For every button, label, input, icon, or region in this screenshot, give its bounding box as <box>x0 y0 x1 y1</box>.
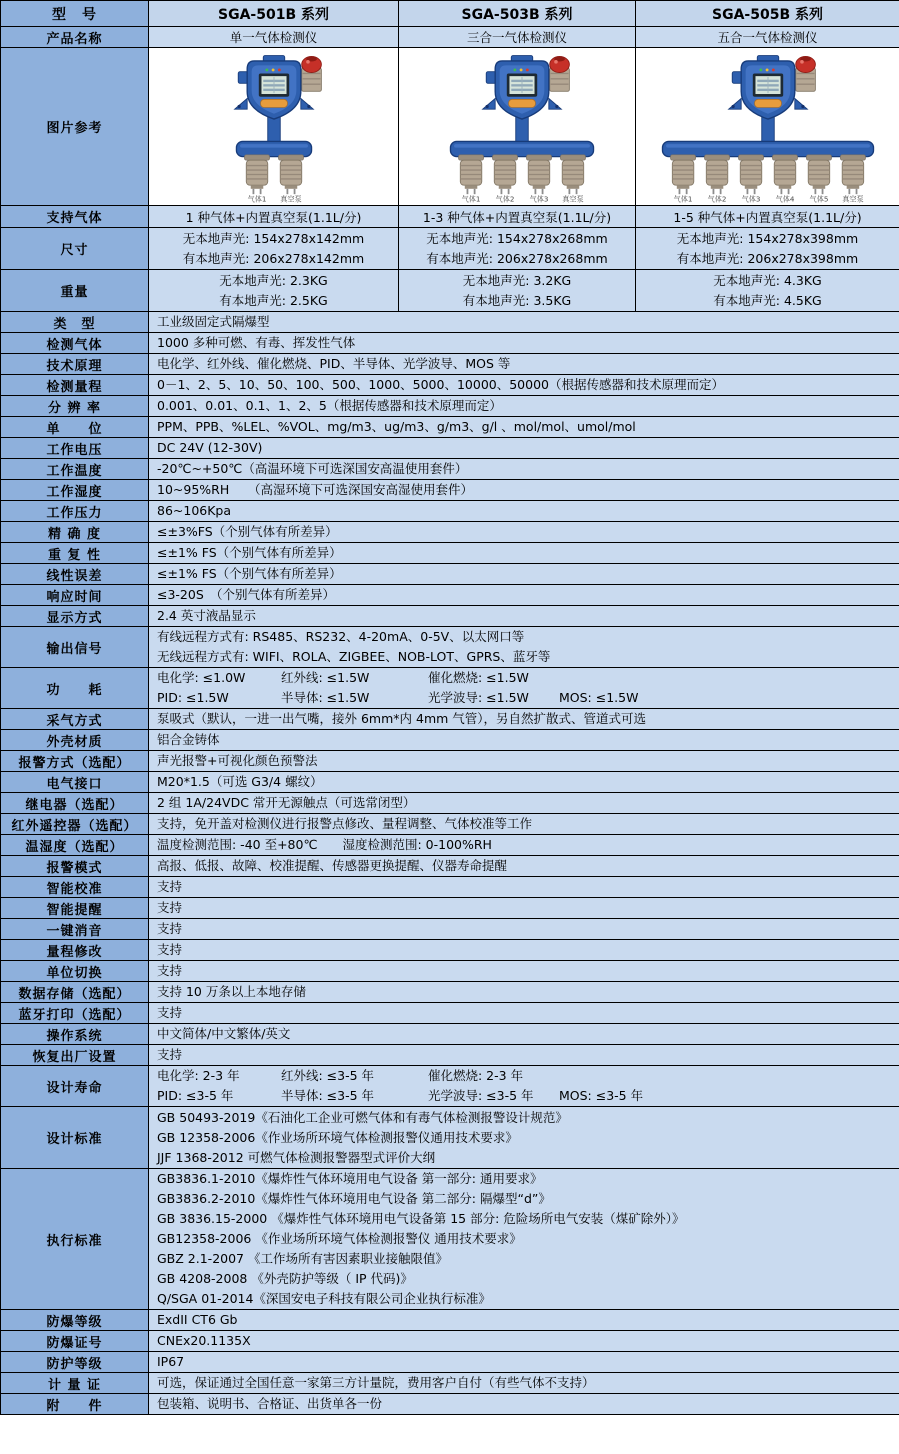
spec-value: 支持 <box>149 919 899 940</box>
spec-value-segment: PID: ≤3-5 年 <box>157 1088 234 1103</box>
spec-value: 中文简体/中文繁体/英文 <box>149 1024 899 1045</box>
spec-label: 技术原理 <box>1 354 149 375</box>
spec-value: ≤±1% FS（个别气体有所差异） <box>149 564 899 585</box>
spec-label: 工作压力 <box>1 501 149 522</box>
sensor-caption: 真空泵 <box>562 193 584 203</box>
spec-label: 防爆等级 <box>1 1310 149 1331</box>
spec-row <box>1 751 899 772</box>
spec-row <box>1 730 899 751</box>
spec-value: DC 24V (12-30V) <box>149 438 899 459</box>
spec-label: 附 件 <box>1 1394 149 1415</box>
weight-1: 无本地声光: 2.3KG 有本地声光: 2.5KG <box>149 270 399 312</box>
spec-value: 2 组 1A/24VDC 常开无源触点（可选常闭型） <box>149 793 899 814</box>
series-name-1: SGA-501B 系列 <box>149 1 399 27</box>
spec-value: 支持 <box>149 898 899 919</box>
spec-label: 类 型 <box>1 312 149 333</box>
spec-value: 1000 多种可燃、有毒、挥发性气体 <box>149 333 899 354</box>
spec-row <box>1 501 899 522</box>
product-image-cell-2 <box>399 48 636 206</box>
spec-label: 报警模式 <box>1 856 149 877</box>
spec-label: 重 复 性 <box>1 543 149 564</box>
spec-label: 温湿度（选配） <box>1 835 149 856</box>
product-row-label: 产品名称 <box>1 27 149 48</box>
weight-label: 重量 <box>1 270 149 312</box>
supported-gas-3: 1-5 种气体+内置真空泵(1.1L/分) <box>636 206 899 228</box>
weight-3: 无本地声光: 4.3KG 有本地声光: 4.5KG <box>636 270 899 312</box>
spec-value: 支持，免开盖对检测仪进行报警点修改、量程调整、气体校准等工作 <box>149 814 899 835</box>
spec-value: 支持 <box>149 961 899 982</box>
spec-label: 数据存储（选配） <box>1 982 149 1003</box>
spec-row <box>1 877 899 898</box>
spec-value-segment: 光学波导: ≤3-5 年 <box>428 1088 534 1103</box>
sensor-caption: 气体1 <box>461 193 481 203</box>
spec-label: 工作温度 <box>1 459 149 480</box>
spec-value: 0.001、0.01、0.1、1、2、5（根据传感器和技术原理而定） <box>149 396 899 417</box>
size-3: 无本地声光: 154x278x398mm 有本地声光: 206x278x398mm <box>636 228 899 270</box>
spec-value: ≤±1% FS（个别气体有所差异） <box>149 543 899 564</box>
supported-gas-1: 1 种气体+内置真空泵(1.1L/分) <box>149 206 399 228</box>
spec-row <box>1 856 899 877</box>
spec-row <box>1 1045 899 1066</box>
spec-label: 外壳材质 <box>1 730 149 751</box>
sensor-caption: 气体3 <box>741 193 760 203</box>
spec-row <box>1 543 899 564</box>
gas-detector-illustration-1 <box>151 52 397 204</box>
spec-label: 分 辨 率 <box>1 396 149 417</box>
spec-value <box>149 668 899 709</box>
spec-row <box>1 480 899 501</box>
spec-value: 工业级固定式隔爆型 <box>149 312 899 333</box>
spec-value: 86~106Kpa <box>149 501 899 522</box>
model-row <box>1 1 899 27</box>
spec-row <box>1 835 899 856</box>
spec-label: 恢复出厂设置 <box>1 1045 149 1066</box>
spec-row <box>1 1310 899 1331</box>
spec-value: 可选，保证通过全国任意一家第三方计量院，费用客户自付（有些气体不支持） <box>149 1373 899 1394</box>
series-name-2: SGA-503B 系列 <box>399 1 636 27</box>
spec-row <box>1 354 899 375</box>
spec-row <box>1 793 899 814</box>
image-row <box>1 48 899 206</box>
spec-value: 泵吸式（默认，一进一出气嘴，接外 6mm*内 4mm 气管），另自然扩散式、管道式可选 <box>149 709 899 730</box>
spec-row <box>1 627 899 668</box>
spec-row <box>1 522 899 543</box>
spec-value: 温度检测范围: -40 至+80℃ 湿度检测范围: 0-100%RH <box>149 835 899 856</box>
spec-value-segment: 半导体: ≤1.5W <box>281 690 370 705</box>
spec-row <box>1 940 899 961</box>
spec-row <box>1 438 899 459</box>
spec-label: 功 耗 <box>1 668 149 709</box>
product-name-2: 三合一气体检测仪 <box>399 27 636 48</box>
spec-row <box>1 1394 899 1415</box>
spec-value <box>149 1066 899 1107</box>
size-label: 尺寸 <box>1 228 149 270</box>
spec-label: 操作系统 <box>1 1024 149 1045</box>
spec-value: 支持 <box>149 1003 899 1024</box>
spec-value: 2.4 英寸液晶显示 <box>149 606 899 627</box>
spec-value: 支持 <box>149 940 899 961</box>
product-name-row <box>1 27 899 48</box>
spec-value-segment: 红外线: ≤1.5W <box>281 670 370 685</box>
spec-row <box>1 333 899 354</box>
spec-row <box>1 814 899 835</box>
spec-row <box>1 1331 899 1352</box>
weight-row <box>1 270 899 312</box>
sensor-caption: 气体4 <box>775 193 794 203</box>
spec-row <box>1 1107 899 1169</box>
spec-label: 检测气体 <box>1 333 149 354</box>
spec-row <box>1 898 899 919</box>
spec-label: 精 确 度 <box>1 522 149 543</box>
spec-value: 有线远程方式有: RS485、RS232、4-20mA、0-5V、以太网口等 无线远程方式有: WIFI、ROLA、ZIGBEE、NOB-LOT、GPRS、蓝牙等 <box>149 627 899 668</box>
gas-detector-illustration-2 <box>399 52 636 204</box>
spec-row <box>1 1024 899 1045</box>
spec-value: 铝合金铸体 <box>149 730 899 751</box>
spec-row <box>1 375 899 396</box>
spec-label: 单 位 <box>1 417 149 438</box>
spec-label: 工作湿度 <box>1 480 149 501</box>
spec-label: 量程修改 <box>1 940 149 961</box>
spec-row <box>1 982 899 1003</box>
spec-label: 设计寿命 <box>1 1066 149 1107</box>
spec-row <box>1 961 899 982</box>
size-row <box>1 228 899 270</box>
spec-row <box>1 1003 899 1024</box>
sensor-caption: 气体1 <box>247 193 266 203</box>
spec-value-segment: 电化学: 2-3 年 <box>157 1068 240 1083</box>
size-1: 无本地声光: 154x278x142mm 有本地声光: 206x278x142mm <box>149 228 399 270</box>
spec-row <box>1 585 899 606</box>
spec-row <box>1 564 899 585</box>
product-image-cell-1 <box>149 48 399 206</box>
series-name-3: SGA-505B 系列 <box>636 1 899 27</box>
spec-row <box>1 668 899 709</box>
spec-label: 线性误差 <box>1 564 149 585</box>
sensor-caption: 气体5 <box>809 193 828 203</box>
spec-value-segment: MOS: ≤1.5W <box>559 690 639 705</box>
spec-value: CNEx20.1135X <box>149 1331 899 1352</box>
spec-label: 执行标准 <box>1 1169 149 1310</box>
spec-value-segment: MOS: ≤3-5 年 <box>559 1088 644 1103</box>
spec-row <box>1 919 899 940</box>
spec-label: 采气方式 <box>1 709 149 730</box>
supported-gas-2: 1-3 种气体+内置真空泵(1.1L/分) <box>399 206 636 228</box>
spec-row <box>1 1169 899 1310</box>
spec-value: 声光报警+可视化颜色预警法 <box>149 751 899 772</box>
spec-label: 红外遥控器（选配） <box>1 814 149 835</box>
spec-value: PPM、PPB、%LEL、%VOL、mg/m3、ug/m3、g/m3、g/l 、mol/mol、umol/mol <box>149 417 899 438</box>
spec-row <box>1 709 899 730</box>
spec-label: 输出信号 <box>1 627 149 668</box>
spec-value: 电化学、红外线、催化燃烧、PID、半导体、光学波导、MOS 等 <box>149 354 899 375</box>
spec-value-segment: 电化学: ≤1.0W <box>157 670 246 685</box>
spec-row <box>1 417 899 438</box>
product-name-3: 五合一气体检测仪 <box>636 27 899 48</box>
spec-row <box>1 1352 899 1373</box>
sensor-caption: 气体3 <box>529 193 549 203</box>
spec-label: 防爆证号 <box>1 1331 149 1352</box>
spec-label: 单位切换 <box>1 961 149 982</box>
spec-row <box>1 459 899 480</box>
spec-value: M20*1.5（可选 G3/4 螺纹） <box>149 772 899 793</box>
spec-value-segment: 光学波导: ≤1.5W <box>428 690 529 705</box>
product-image-cell-3 <box>636 48 899 206</box>
spec-row <box>1 606 899 627</box>
spec-label: 报警方式（选配） <box>1 751 149 772</box>
supported-gas-row <box>1 206 899 228</box>
spec-value-segment: 红外线: ≤3-5 年 <box>281 1068 375 1083</box>
spec-row <box>1 1066 899 1107</box>
spec-row <box>1 1373 899 1394</box>
spec-value: 0－1、2、5、10、50、100、500、1000、5000、10000、50000（根据传感器和技术原理而定） <box>149 375 899 396</box>
sensor-caption: 真空泵 <box>279 193 302 203</box>
spec-label: 继电器（选配） <box>1 793 149 814</box>
model-row-label: 型 号 <box>1 1 149 27</box>
spec-label: 蓝牙打印（选配） <box>1 1003 149 1024</box>
weight-2: 无本地声光: 3.2KG 有本地声光: 3.5KG <box>399 270 636 312</box>
spec-value: 包装箱、说明书、合格证、出货单各一份 <box>149 1394 899 1415</box>
sensor-caption: 气体2 <box>495 193 515 203</box>
spec-value: 支持 10 万条以上本地存储 <box>149 982 899 1003</box>
spec-value: ≤3-20S （个别气体有所差异） <box>149 585 899 606</box>
spec-label: 设计标准 <box>1 1107 149 1169</box>
spec-label: 智能校准 <box>1 877 149 898</box>
spec-row <box>1 772 899 793</box>
size-2: 无本地声光: 154x278x268mm 有本地声光: 206x278x268mm <box>399 228 636 270</box>
spec-value: GB3836.1-2010《爆炸性气体环境用电气设备 第一部分: 通用要求》 GB3836.2-2010《爆炸性气体环境用电气设备 第二部分: 隔爆型“d”》 GB 3836.15-2000 《爆炸性气体环境用电气设备第 15 部分: 危险场所电气安装（煤矿除外）》 GB12358-2006 《作业场所环境气体检测报警仪 通用技术要求》 GBZ 2.1-2007 《工作场所有害因素职业接触限值》 GB 4208-2008 《外壳防护等级（ IP 代码)》 Q/SGA 01-2014《深国安电子科技有限公司企业执行标准》 <box>149 1169 899 1310</box>
spec-value-segment: 催化燃烧: ≤1.5W <box>428 670 529 685</box>
spec-value-segment: 催化燃烧: 2-3 年 <box>428 1068 524 1083</box>
image-row-label: 图片参考 <box>1 48 149 206</box>
spec-label: 一键消音 <box>1 919 149 940</box>
supported-gas-label: 支持气体 <box>1 206 149 228</box>
spec-value: IP67 <box>149 1352 899 1373</box>
spec-label: 防护等级 <box>1 1352 149 1373</box>
spec-row <box>1 396 899 417</box>
spec-label: 响应时间 <box>1 585 149 606</box>
spec-value: 高报、低报、故障、校准提醒、传感器更换提醒、仪器寿命提醒 <box>149 856 899 877</box>
spec-label: 工作电压 <box>1 438 149 459</box>
spec-rows <box>1 312 899 1415</box>
spec-value: -20℃~+50℃（高温环境下可选深国安高温使用套件） <box>149 459 899 480</box>
gas-detector-illustration-3 <box>643 52 893 204</box>
spec-label: 显示方式 <box>1 606 149 627</box>
spec-value: 支持 <box>149 1045 899 1066</box>
sensor-caption: 气体1 <box>673 193 692 203</box>
sensor-caption: 真空泵 <box>841 193 864 203</box>
spec-value-segment: PID: ≤1.5W <box>157 690 229 705</box>
spec-label: 检测量程 <box>1 375 149 396</box>
spec-value: 支持 <box>149 877 899 898</box>
spec-label: 智能提醒 <box>1 898 149 919</box>
spec-value: GB 50493-2019《石油化工企业可燃气体和有毒气体检测报警设计规范》 GB 12358-2006《作业场所环境气体检测报警仪通用技术要求》 JJF 1368-2012 可燃气体检测报警器型式评价大纲 <box>149 1107 899 1169</box>
spec-label: 电气接口 <box>1 772 149 793</box>
product-name-1: 单一气体检测仪 <box>149 27 399 48</box>
spec-value: ExdII CT6 Gb <box>149 1310 899 1331</box>
spec-value: 10~95%RH （高湿环境下可选深国安高湿使用套件） <box>149 480 899 501</box>
spec-value: ≤±3%FS（个别气体有所差异） <box>149 522 899 543</box>
spec-value-segment: 半导体: ≤3-5 年 <box>281 1088 375 1103</box>
spec-row <box>1 312 899 333</box>
sensor-caption: 气体2 <box>707 193 726 203</box>
spec-label: 计 量 证 <box>1 1373 149 1394</box>
